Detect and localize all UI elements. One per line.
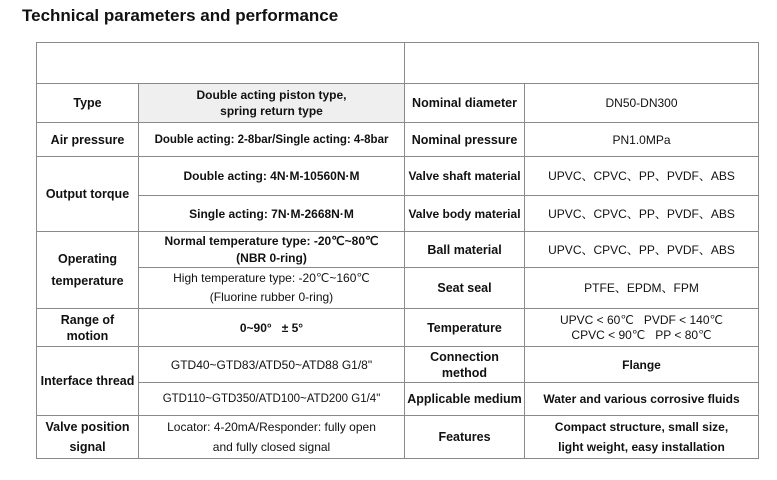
label-output-torque: Output torque [45,187,130,201]
value-applicable-medium: Water and various corrosive fluids [543,392,740,406]
value-valve-position-signal [139,416,404,458]
value-high-temperature [139,268,404,308]
value-valve-position-signal-line1: Locator: 4-20mA/Responder: fully open [167,420,376,434]
value-temperature-line2: CPVC < 90℃ PP < 80℃ [571,327,712,342]
value-normal-temperature-line2: (NBR 0-ring) [236,250,307,265]
value-type [139,84,404,122]
value-range-of-motion: 0~90° ± 5° [239,320,304,335]
label-valve-body-material: Valve body material [408,206,521,221]
label-range-of-motion: Range of motion [60,312,115,343]
value-thread-large: GTD110~GTD350/ATD100~ATD200 G1/4" [162,393,381,405]
label-valve-position-signal-line2: signal [69,440,106,454]
value-valve-body-material: UPVC、CPVC、PP、PVDF、ABS [548,206,735,221]
value-nominal-pressure: PN1.0MPa [612,132,671,147]
label-valve-position-signal-line1: Valve position [45,420,130,434]
value-features-line2: light weight, easy installation [558,440,725,454]
value-valve-shaft-material: UPVC、CPVC、PP、PVDF、ABS [548,169,735,183]
label-nominal-diameter: Nominal diameter [412,96,517,110]
label-operating-temperature [37,232,138,308]
value-thread-small: GTD40~GTD83/ATD50~ATD88 G1/8" [170,357,373,372]
label-valve-shaft-material: Valve shaft material [408,169,521,183]
value-temperature-line1: UPVC < 60℃ PVDF < 140℃ [559,312,724,327]
label-applicable-medium: Applicable medium [407,392,522,406]
page-title: Technical parameters and performance [22,6,339,25]
label-ball-material: Ball material [427,242,502,257]
label-air-pressure: Air pressure [50,132,125,147]
value-seat-seal: PTFE、EPDM、FPM [584,281,699,295]
parameters-table [36,42,759,459]
value-high-temperature-line2: (Fluorine rubber 0-ring) [209,290,334,304]
label-temperature: Temperature [427,320,502,335]
label-nominal-pressure: Nominal pressure [411,132,518,147]
label-features: Features [438,430,491,444]
value-type-line2: spring return type [220,104,323,118]
value-normal-temperature-line1: Normal temperature type: -20℃~80℃ [164,233,379,248]
value-features [525,416,758,458]
value-torque-double: Double acting: 4N·M-10560N·M [183,169,360,183]
value-ball-material: UPVC、CPVC、PP、PVDF、ABS [548,242,735,257]
label-operating-temperature-line2: temperature [51,274,124,288]
value-connection-method: Flange [622,357,661,372]
value-torque-single: Single acting: 7N·M-2668N·M [189,206,354,221]
label-operating-temperature-line1: Operating [57,252,118,266]
value-nominal-diameter: DN50-DN300 [605,96,678,110]
value-features-line1: Compact structure, small size, [554,420,729,434]
label-connection-method: Connection method [430,349,499,380]
value-valve-position-signal-line2: and fully closed signal [212,440,331,454]
label-type: Type [73,96,102,110]
value-temperature [525,309,758,346]
value-normal-temperature [139,232,404,267]
value-type-line1: Double acting piston type, [196,88,347,102]
value-air-pressure: Double acting: 2-8bar/Single acting: 4-8bar [154,133,389,146]
label-valve-position-signal [37,416,138,458]
value-high-temperature-line1: High temperature type: -20℃~160℃ [173,271,370,285]
label-seat-seal: Seat seal [437,281,492,295]
label-interface-thread: Interface thread [40,374,135,388]
